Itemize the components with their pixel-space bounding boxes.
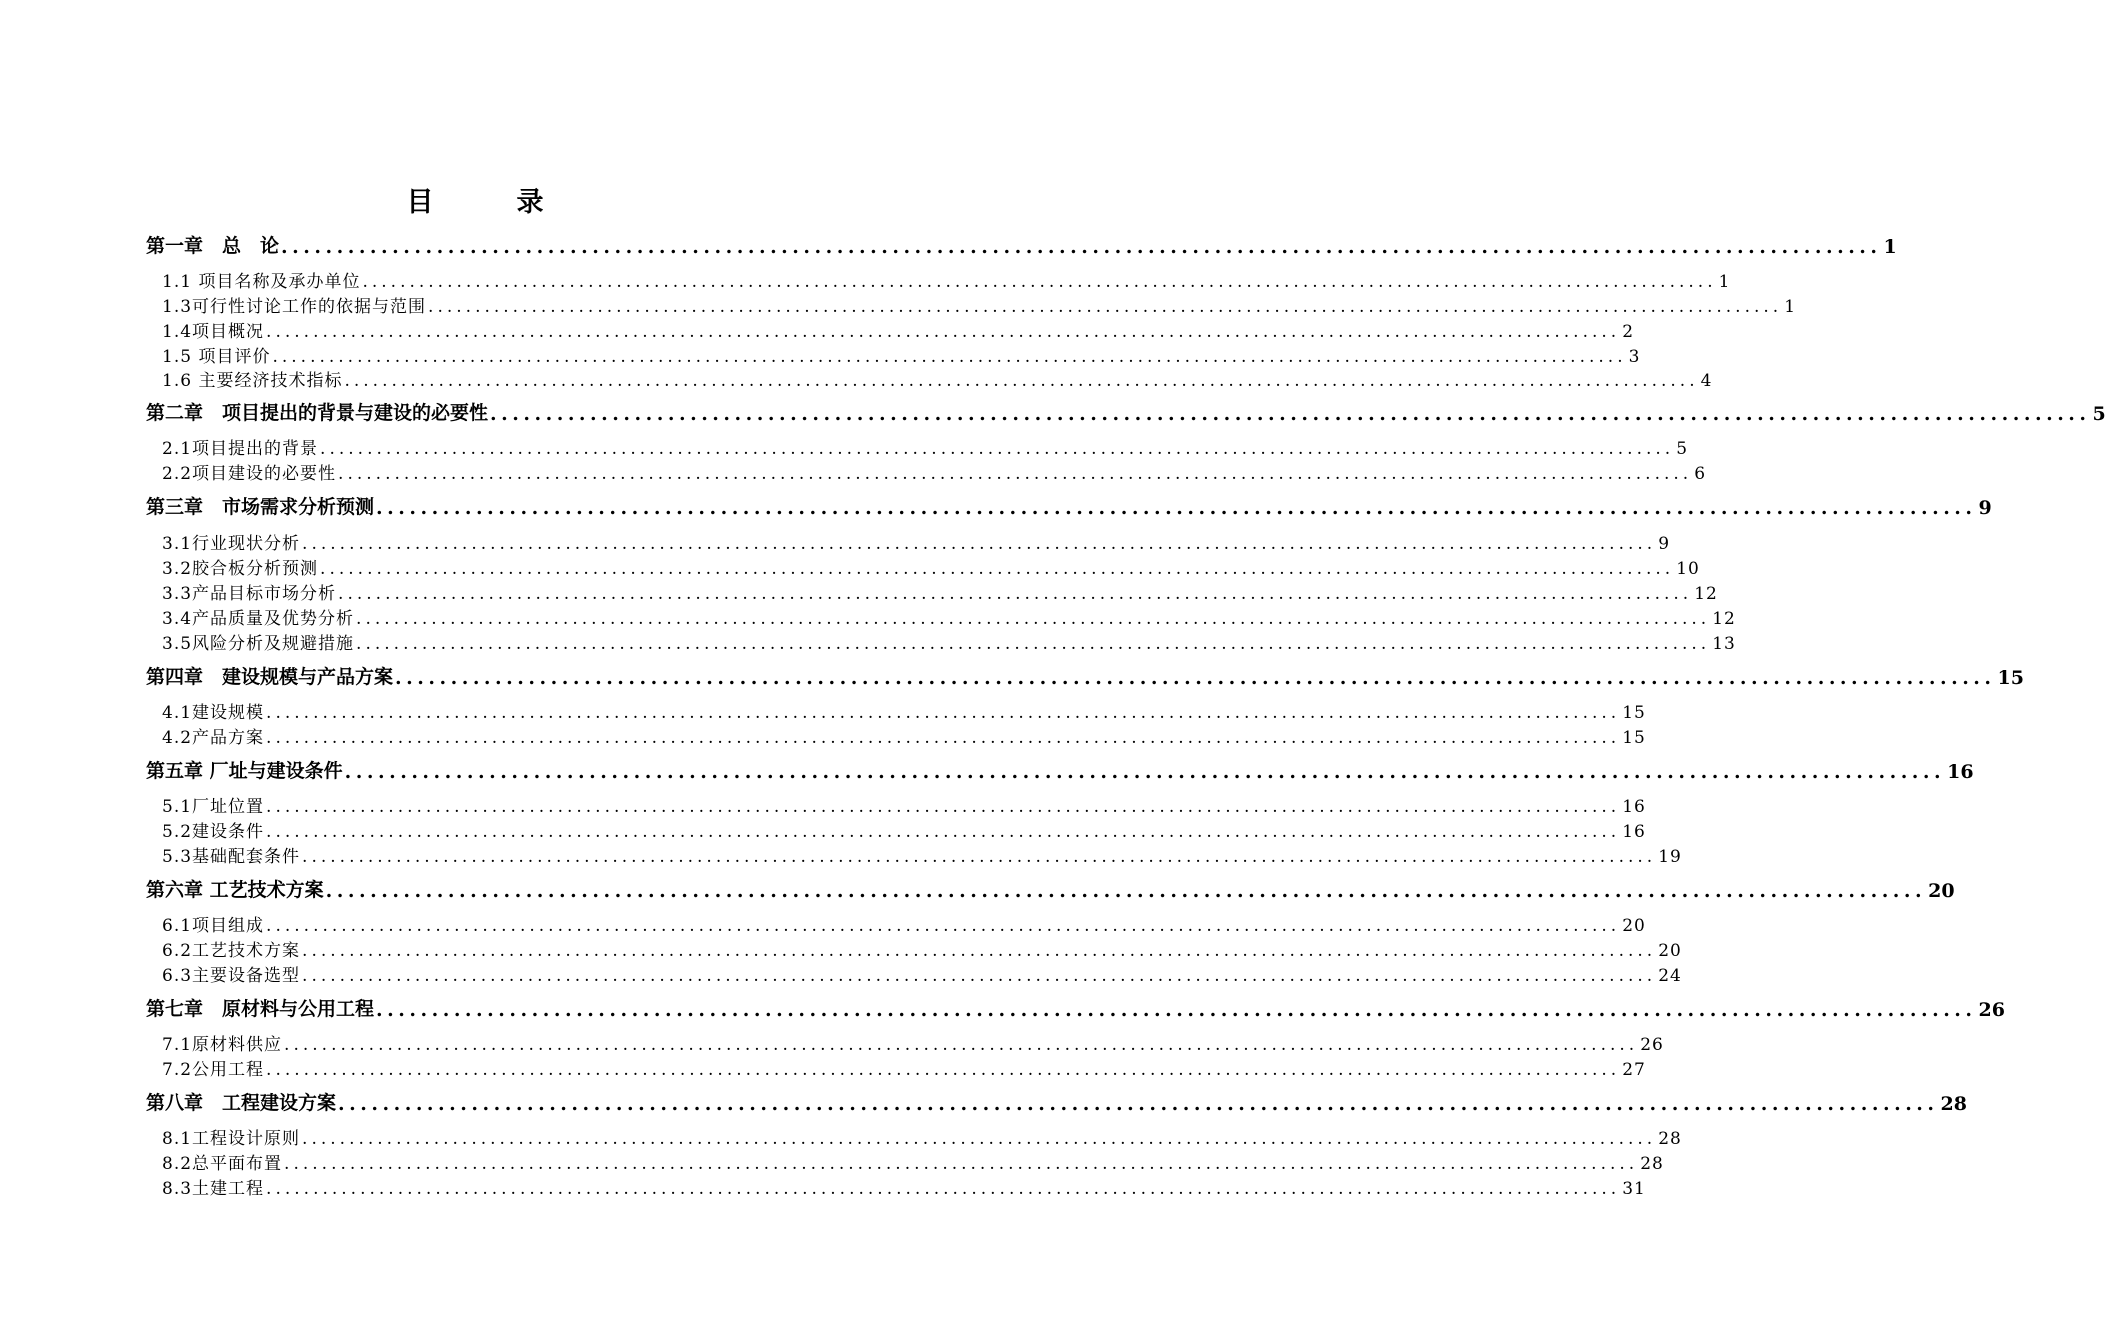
toc-entry-label: 第三章 市场需求分析预测 (146, 496, 375, 518)
toc-entry-page-number: 13 (1712, 634, 1736, 654)
toc-entry-page-number: 31 (1622, 1179, 1646, 1199)
toc-dot-leader: ................................................................................................................................................ (302, 966, 1657, 986)
toc-entry-page-number: 15 (1622, 728, 1646, 748)
toc-section-entry[interactable] (162, 818, 1646, 842)
toc-section-entry[interactable] (162, 843, 1682, 867)
toc-entry-label: 第八章 工程建设方案 (146, 1092, 337, 1114)
toc-entry-page-number: 28 (1640, 1154, 1664, 1174)
toc-entry-label: 3.1行业现状分析 (162, 534, 301, 554)
toc-entry-page-number: 15 (1997, 667, 2024, 689)
toc-dot-leader: ................................................................................................................................................ (338, 464, 1693, 484)
toc-section-entry[interactable] (162, 580, 1718, 604)
toc-entry-page-number: 12 (1694, 584, 1718, 604)
toc-section-entry[interactable] (162, 1125, 1682, 1149)
toc-entry-label: 第二章 项目提出的背景与建设的必要性 (146, 402, 489, 424)
toc-entry-label: 8.3土建工程 (162, 1179, 265, 1199)
toc-entry-label: 7.2公用工程 (162, 1060, 265, 1080)
toc-entry-page-number: 28 (1658, 1129, 1682, 1149)
toc-entry-page-number: 28 (1940, 1093, 1967, 1115)
toc-entry-label: 第六章 工艺技术方案 (146, 879, 324, 901)
toc-entry-page-number: 1 (1883, 236, 1897, 258)
toc-section-entry[interactable] (162, 699, 1646, 723)
toc-entry-label: 6.2工艺技术方案 (162, 941, 301, 961)
toc-section-entry[interactable] (162, 630, 1736, 654)
toc-entry-label: 3.2胶合板分析预测 (162, 559, 319, 579)
toc-dot-leader: ................................................................................................................................................ (266, 1060, 1621, 1080)
toc-entry-page-number: 12 (1712, 609, 1736, 629)
toc-section-entry[interactable] (162, 1150, 1664, 1174)
toc-entry-label: 1.6 主要经济技术指标 (162, 371, 343, 391)
toc-entry-page-number: 20 (1928, 880, 1955, 902)
toc-section-entry[interactable] (162, 962, 1682, 986)
toc-section-entry[interactable] (162, 318, 1635, 342)
toc-dot-leader: ................................................................................................................................................ (302, 1129, 1657, 1149)
toc-section-entry[interactable] (162, 268, 1731, 292)
toc-dot-leader: ................................................................................................................................................ (395, 667, 1996, 689)
toc-entry-page-number: 2 (1622, 322, 1635, 342)
toc-entry-label: 6.3主要设备选型 (162, 966, 301, 986)
toc-chapter-entry[interactable] (146, 232, 1897, 258)
toc-entry-label: 第五章 厂址与建设条件 (146, 760, 343, 782)
toc-chapter-entry[interactable] (146, 663, 2024, 689)
toc-entry-page-number: 16 (1622, 797, 1646, 817)
toc-entry-page-number: 26 (1978, 999, 2005, 1021)
toc-dot-leader: ................................................................................................................................................ (490, 403, 2091, 425)
toc-dot-leader: ................................................................................................................................................ (344, 761, 1946, 783)
toc-entry-page-number: 15 (1622, 703, 1646, 723)
toc-entry-label: 7.1原材料供应 (162, 1035, 283, 1055)
toc-section-entry[interactable] (162, 1056, 1646, 1080)
toc-entry-label: 4.1建设规模 (162, 703, 265, 723)
toc-dot-leader: ................................................................................................................................................ (284, 1035, 1639, 1055)
toc-dot-leader: ................................................................................................................................................ (338, 584, 1693, 604)
toc-entry-label: 3.3产品目标市场分析 (162, 584, 337, 604)
toc-chapter-entry[interactable] (146, 493, 1992, 519)
toc-dot-leader: ................................................................................................................................................ (266, 703, 1621, 723)
toc-dot-leader: ................................................................................................................................................ (302, 847, 1657, 867)
toc-title: 目 录 (406, 187, 572, 218)
toc-section-entry[interactable] (162, 793, 1646, 817)
toc-section-entry[interactable] (162, 1031, 1664, 1055)
toc-dot-leader: ................................................................................................................................................ (376, 999, 1977, 1021)
toc-entry-page-number: 27 (1622, 1060, 1646, 1080)
toc-entry-label: 4.2产品方案 (162, 728, 265, 748)
toc-dot-leader: ................................................................................................................................................ (338, 1093, 1939, 1115)
toc-dot-leader: ................................................................................................................................................ (356, 609, 1711, 629)
toc-entry-label: 8.2总平面布置 (162, 1154, 283, 1174)
toc-dot-leader: ................................................................................................................................................ (344, 371, 1699, 391)
toc-entry-page-number: 9 (1978, 497, 1992, 519)
toc-entry-label: 8.1工程设计原则 (162, 1129, 301, 1149)
toc-entry-page-number: 19 (1658, 847, 1682, 867)
toc-entry-page-number: 20 (1658, 941, 1682, 961)
toc-dot-leader: ................................................................................................................................................ (266, 1179, 1621, 1199)
toc-section-entry[interactable] (162, 937, 1682, 961)
toc-chapter-entry[interactable] (146, 757, 1974, 783)
toc-entry-label: 第四章 建设规模与产品方案 (146, 666, 394, 688)
toc-entry-page-number: 3 (1628, 347, 1641, 367)
toc-entry-page-number: 5 (1676, 439, 1689, 459)
toc-entry-page-number: 1 (1718, 272, 1731, 292)
toc-section-entry[interactable] (162, 367, 1713, 391)
toc-section-entry[interactable] (162, 530, 1671, 554)
toc-entry-page-number: 20 (1622, 916, 1646, 936)
toc-dot-leader: ................................................................................................................................................ (266, 916, 1621, 936)
toc-entry-label: 6.1项目组成 (162, 916, 265, 936)
toc-dot-leader: ................................................................................................................................................ (362, 272, 1717, 292)
toc-dot-leader: ................................................................................................................................................ (266, 322, 1621, 342)
toc-section-entry[interactable] (162, 435, 1689, 459)
toc-section-entry[interactable] (162, 293, 1797, 317)
toc-entry-label: 3.4产品质量及优势分析 (162, 609, 355, 629)
toc-dot-leader: ................................................................................................................................................ (325, 880, 1927, 902)
toc-dot-leader: ................................................................................................................................................ (356, 634, 1711, 654)
toc-entry-label: 5.3基础配套条件 (162, 847, 301, 867)
toc-section-entry[interactable] (162, 724, 1646, 748)
toc-entry-label: 5.1厂址位置 (162, 797, 265, 817)
toc-section-entry[interactable] (162, 555, 1700, 579)
toc-entry-label: 2.2项目建设的必要性 (162, 464, 337, 484)
toc-entry-page-number: 16 (1622, 822, 1646, 842)
toc-entry-label: 第七章 原材料与公用工程 (146, 998, 375, 1020)
toc-entry-page-number: 26 (1640, 1035, 1664, 1055)
toc-dot-leader: ................................................................................................................................................ (302, 941, 1657, 961)
toc-entry-label: 5.2建设条件 (162, 822, 265, 842)
toc-dot-leader: ................................................................................................................................................ (320, 439, 1675, 459)
toc-dot-leader: ................................................................................................................................................ (281, 236, 1882, 258)
toc-entry-label: 3.5风险分析及规避措施 (162, 634, 355, 654)
toc-entry-page-number: 1 (1784, 297, 1797, 317)
toc-entry-label: 1.5 项目评价 (162, 347, 271, 367)
toc-chapter-entry[interactable] (146, 995, 2005, 1021)
toc-entry-page-number: 9 (1658, 534, 1671, 554)
toc-chapter-entry[interactable] (146, 1089, 1967, 1115)
toc-dot-leader: ................................................................................................................................................ (272, 347, 1627, 367)
toc-dot-leader: ................................................................................................................................................ (266, 797, 1621, 817)
toc-dot-leader: ................................................................................................................................................ (266, 728, 1621, 748)
toc-dot-leader: ................................................................................................................................................ (428, 297, 1783, 317)
toc-entry-label: 1.3可行性讨论工作的依据与范围 (162, 297, 427, 317)
toc-section-entry[interactable] (162, 460, 1707, 484)
toc-entry-page-number: 4 (1700, 371, 1713, 391)
toc-dot-leader: ................................................................................................................................................ (302, 534, 1657, 554)
toc-entry-page-number: 16 (1947, 761, 1974, 783)
toc-entry-page-number: 10 (1676, 559, 1700, 579)
toc-section-entry[interactable] (162, 1175, 1646, 1199)
toc-dot-leader: ................................................................................................................................................ (376, 497, 1977, 519)
toc-entry-page-number: 24 (1658, 966, 1682, 986)
toc-section-entry[interactable] (162, 343, 1641, 367)
toc-dot-leader: ................................................................................................................................................ (266, 822, 1621, 842)
toc-section-entry[interactable] (162, 605, 1736, 629)
toc-entry-label: 1.4项目概况 (162, 322, 265, 342)
toc-entry-label: 1.1 项目名称及承办单位 (162, 272, 361, 292)
toc-entry-page-number: 5 (2092, 403, 2106, 425)
toc-chapter-entry[interactable] (146, 399, 2106, 425)
toc-entry-label: 第一章 总 论 (146, 235, 280, 257)
toc-section-entry[interactable] (162, 912, 1646, 936)
toc-entry-page-number: 6 (1694, 464, 1707, 484)
toc-entry-label: 2.1项目提出的背景 (162, 439, 319, 459)
toc-dot-leader: ................................................................................................................................................ (284, 1154, 1639, 1174)
toc-dot-leader: ................................................................................................................................................ (320, 559, 1675, 579)
toc-chapter-entry[interactable] (146, 876, 1955, 902)
